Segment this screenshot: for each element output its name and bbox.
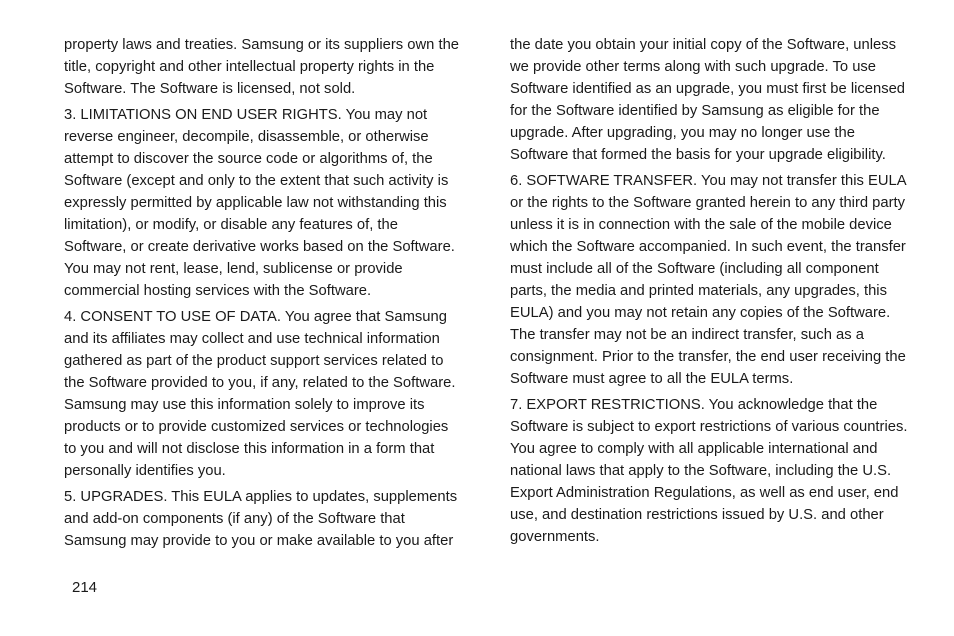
paragraph-upgrades: 5. UPGRADES. This EULA applies to updates, supplements and add-on components (if any) of the Software that Samsung may provide to you or make available to you after (64, 488, 458, 549)
paragraph-software-transfer: 6. SOFTWARE TRANSFER. You may not transfer this EULA or the rights to the Software granted herein to any third party unless it is in connection with the sale of the mobile device which the Software accompanied. In such event, the transfer must include all of the Software (including all component parts, the media and printed materials, any upgrades, this EULA) and you may not retain any copies of the Software. The transfer may not be an indirect transfer, such as a consignment. Prior to the transfer, the end user receiving the Software must agree to all the EULA terms. (510, 172, 906, 387)
page-number: 214 (72, 579, 98, 596)
left-text-column (64, 34, 464, 556)
paragraph-property-rights: property laws and treaties. Samsung or its suppliers own the title, copyright and other intellectual property rights in the Software. The Software is licensed, not sold. (64, 36, 459, 97)
right-text-column (510, 34, 910, 552)
paragraph-export-restrictions: 7. EXPORT RESTRICTIONS. You acknowledge that the Software is subject to export restrictions of various countries. You agree to comply with all applicable international and national laws that apply to the Software, including the U.S. Export Administration Regulations, as well as end user, end use, and destination restrictions issued by U.S. and other governments. (510, 396, 908, 545)
paragraph-consent-data: 4. CONSENT TO USE OF DATA. You agree that Samsung and its affiliates may collect and use technical information gathered as part of the product support services related to the Software provided to you, if any, related to the Software. Samsung may use this information solely to improve its products or to provide customized services or technologies to you and will not disclose this information in a form that personally identifies you. (64, 308, 456, 479)
paragraph-upgrades-continued: the date you obtain your initial copy of the Software, unless we provide other terms along with such upgrade. To use Software identified as an upgrade, you must first be licensed for the Software identified by Samsung as eligible for the upgrade. After upgrading, you may no longer use the Software that formed the basis for your upgrade eligibility. (510, 36, 906, 163)
paragraph-limitations: 3. LIMITATIONS ON END USER RIGHTS. You may not reverse engineer, decompile, disassemble, or otherwise attempt to discover the source code or algorithms of, the Software (except and only to the extent that such activity is expressly permitted by applicable law not withstanding this limitation), or modify, or disable any features of, the Software, or create derivative works based on the Software. You may not rent, lease, lend, sublicense or provide commercial hosting services with the Software. (64, 106, 455, 299)
